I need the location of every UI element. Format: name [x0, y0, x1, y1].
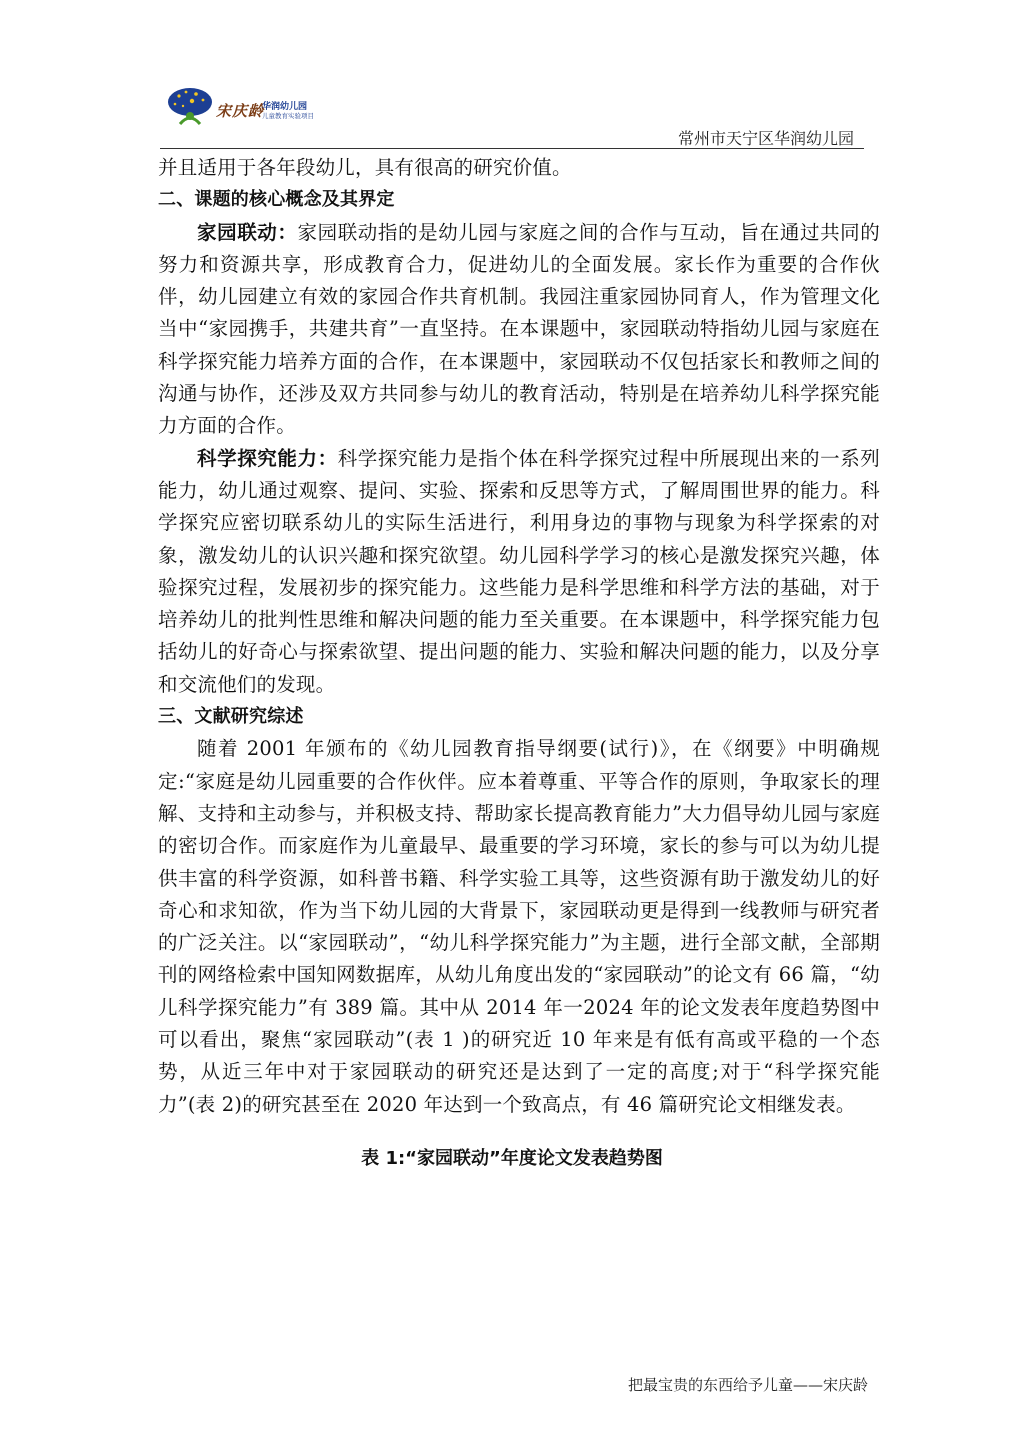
paragraph-literature-review: 随着 2001 年颁布的《幼儿园教育指导纲要(试行)》，在《纲要》中明确规定:“家庭是幼儿园重要的合作伙伴。应本着尊重、平等合作的原则，争取家长的理解、支持和主动参与，并积极支持、帮助家长提高教育能力”大力倡导幼儿园与家庭的密切合作。而家庭作为儿童最早、最重要的学习环境，家长的参与可以为幼儿提供丰富的科学资源，如科普书籍、科学实验工具等，这些资源有助于激发幼儿的好奇心和求知欲，作为当下幼儿园的大背景下，家园联动更是得到一线教师与研究者的广泛关注。以“家园联动”，“幼儿科学探究能力”为主题，进行全部文献，全部期刊的网络检索中国知网数据库，从幼儿角度出发的“家园联动”的论文有 66 篇，“幼儿科学探究能力”有 389 篇。其中从 2014 年一2024 年的论文发表年度趋势图中可以看出，聚焦“家园联动”(表 1 )的研究近 10 年来是有低有高或平稳的一个态势，从近三年中对于家园联动的研究还是达到了一定的高度;对于“科学探究能力”(表 2)的研究甚至在 2020 年达到一个致高点，有 46 篇研究论文相继发表。 — [158, 737, 880, 1116]
section-heading-2: 二、课题的核心概念及其界定 — [158, 189, 395, 211]
paragraph-continuation: 并且适用于各年段幼儿，具有很高的研究价值。 — [158, 156, 572, 179]
term-home-school-linkage: 家园联动： — [197, 220, 298, 244]
table-caption: 表 1:“家园联动”年度论文发表趋势图 — [361, 1148, 663, 1169]
footer-motto: 把最宝贵的东西给予儿童——宋庆龄 — [627, 1376, 868, 1394]
paragraph-home-school-linkage — [158, 217, 880, 443]
paragraph-scientific-inquiry — [158, 443, 880, 701]
header-divider — [160, 148, 864, 149]
page-header — [0, 0, 1024, 150]
definition-home-school-linkage: 家园联动指的是幼儿园与家庭之间的合作与互动，旨在通过共同的努力和资源共享，形成教育合力，促进幼儿的全面发展。家长作为重要的合作伙伴，幼儿园建立有效的家园合作共育机制。我园注重家园协同育人，作为管理文化当中“家园携手，共建共育”一直坚持。在本课题中，家园联动特指幼儿园与家庭在科学探究能力培养方面的合作，在本课题中，家园联动不仅包括家长和教师之间的沟通与协作，还涉及双方共同参与幼儿的教育活动，特别是在培养幼儿科学探究能力方面的合作。 — [158, 220, 880, 438]
logo-subtitle: 华润幼儿园 — [262, 102, 308, 112]
logo-tagline: 儿童教育实验项目 — [262, 112, 314, 120]
term-scientific-inquiry: 科学探究能力： — [197, 446, 338, 470]
organization-name: 常州市天宁区华润幼儿园 — [677, 129, 854, 148]
logo-title: 宋庆龄 — [216, 102, 265, 120]
document-body — [158, 152, 880, 1121]
section-heading-3: 三、文献研究综述 — [158, 706, 304, 728]
definition-scientific-inquiry: 科学探究能力是指个体在科学探究过程中所展现出来的一系列能力，幼儿通过观察、提问、实验、探索和反思等方式，了解周围世界的能力。科学探究应密切联系幼儿的实际生活进行，利用身边的事物与现象为科学探索的对象，激发幼儿的认识兴趣和探究欲望。幼儿园科学学习的核心是激发探究兴趣，体验探究过程，发展初步的探究能力。这些能力是科学思维和科学方法的基础，对于培养幼儿的批判性思维和解决问题的能力至关重要。在本课题中，科学探究能力包括幼儿的好奇心与探索欲望、提出问题的能力、实验和解决问题的能力，以及分享和交流他们的发现。 — [158, 446, 880, 696]
